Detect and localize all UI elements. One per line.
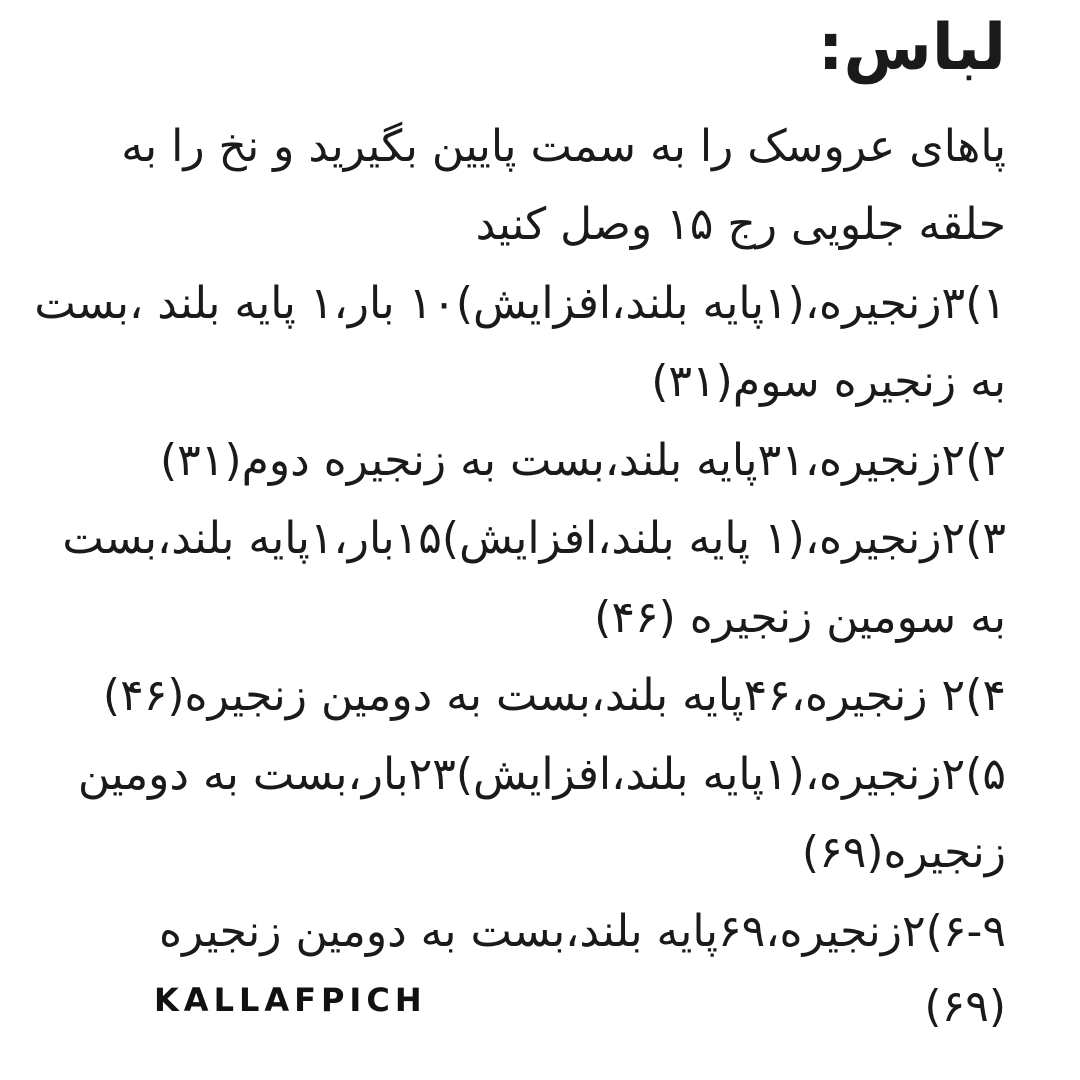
instruction-line-1: پاهای عروسک را به سمت پایین بگیرید و نخ را به (121, 121, 1006, 172)
instruction-line-12: (۶۹) (924, 981, 1006, 1032)
instruction-line-3: ۱)۳زنجیره،(۱پایه بلند،افزایش)۱۰ بار،۱ پایه بلند ،بست (34, 278, 1006, 329)
instruction-line-2: حلقه جلویی رج ۱۵ وصل کنید (475, 199, 1006, 250)
instruction-line-9: ۵)۲زنجیره،(۱پایه بلند،افزایش)۲۳بار،بست به دومین (77, 749, 1006, 800)
instruction-line-11: ۶-۹)۲زنجیره،۶۹پایه بلند،بست به دومین زنجیره (159, 906, 1006, 957)
instruction-line-4: به زنجیره سوم(۳۱) (651, 356, 1006, 407)
instruction-line-10: زنجیره(۶۹) (801, 827, 1006, 878)
instruction-line-8: ۴)۲ زنجیره،۴۶پایه بلند،بست به دومین زنجیره(۴۶) (102, 670, 1006, 721)
page-title: لباس: (817, 11, 1006, 85)
instruction-line-5: ۲)۲زنجیره،۳۱پایه بلند،بست به زنجیره دوم(۳۱) (160, 435, 1006, 486)
instruction-line-7: به سومین زنجیره (۴۶) (594, 592, 1006, 643)
watermark-text: KALLAFPICH (154, 981, 427, 1019)
instruction-line-6: ۳)۲زنجیره،(۱ پایه بلند،افزایش)۱۵بار،۱پایه بلند،بست (62, 513, 1006, 564)
